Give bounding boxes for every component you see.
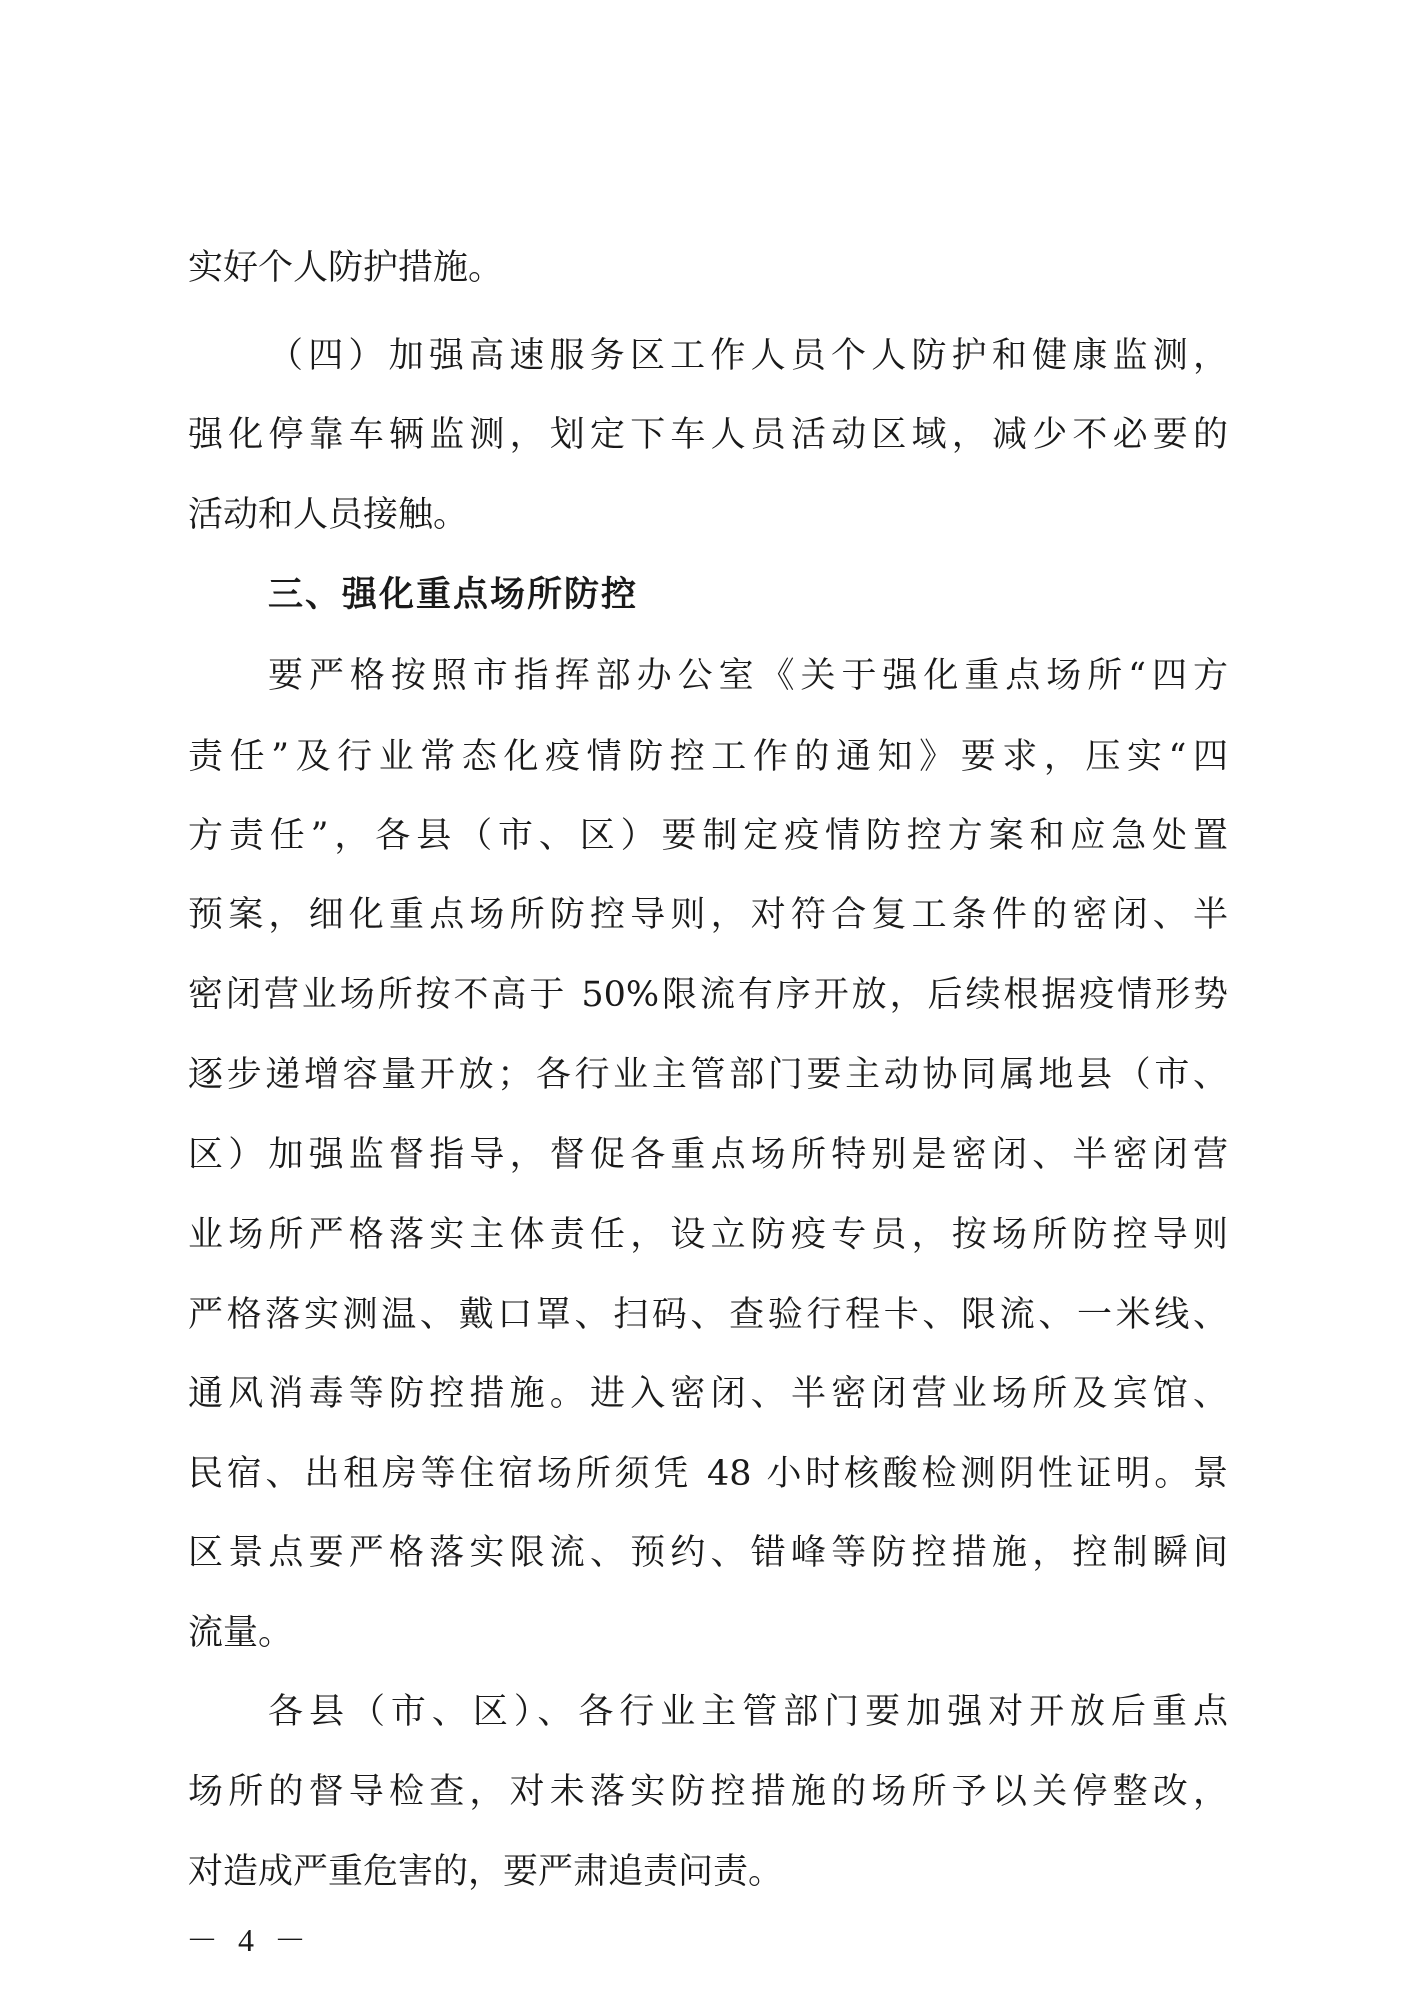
paragraph-line: （四）加强高速服务区工作人员个人防护和健康监测， [268,336,1228,376]
page-number: － 4 － [186,1922,313,1958]
paragraph-line: 业场所严格落实主体责任，设立防疫专员，按场所防控导则 [188,1215,1228,1255]
paragraph-line: 密闭营业场所按不高于 50%限流有序开放，后续根据疫情形势 [188,975,1228,1015]
paragraph-line: 对造成严重危害的，要严肃追责问责。 [188,1852,784,1892]
paragraph-line: 场所的督导检查，对未落实防控措施的场所予以关停整改， [188,1772,1228,1812]
paragraph-line: 实好个人防护措施。 [188,248,504,288]
paragraph-line: 强化停靠车辆监测，划定下车人员活动区域，减少不必要的 [188,415,1228,455]
paragraph-line: 责任”及行业常态化疫情防控工作的通知》要求，压实“四 [188,737,1228,777]
paragraph-line: 严格落实测温、戴口罩、扫码、查验行程卡、限流、一米线、 [188,1295,1228,1335]
paragraph-line: 流量。 [188,1613,294,1653]
paragraph-line: 区）加强监督指导，督促各重点场所特别是密闭、半密闭营 [188,1135,1228,1175]
paragraph-line: 民宿、出租房等住宿场所须凭 48 小时核酸检测阴性证明。景 [188,1454,1228,1494]
paragraph-line: 逐步递增容量开放；各行业主管部门要主动协同属地县（市、 [188,1055,1228,1095]
paragraph-line: 要严格按照市指挥部办公室《关于强化重点场所“四方 [268,656,1228,696]
paragraph-line: 区景点要严格落实限流、预约、错峰等防控措施，控制瞬间 [188,1533,1228,1573]
paragraph-line: 预案，细化重点场所防控导则，对符合复工条件的密闭、半 [188,895,1228,935]
paragraph-line: 方责任”，各县（市、区）要制定疫情防控方案和应急处置 [188,816,1228,856]
paragraph-line: 各县（市、区）、各行业主管部门要加强对开放后重点 [268,1692,1228,1732]
paragraph-line: 活动和人员接触。 [188,495,469,535]
paragraph-line: 通风消毒等防控措施。进入密闭、半密闭营业场所及宾馆、 [188,1374,1228,1414]
section-heading: 三、强化重点场所防控 [268,575,639,615]
